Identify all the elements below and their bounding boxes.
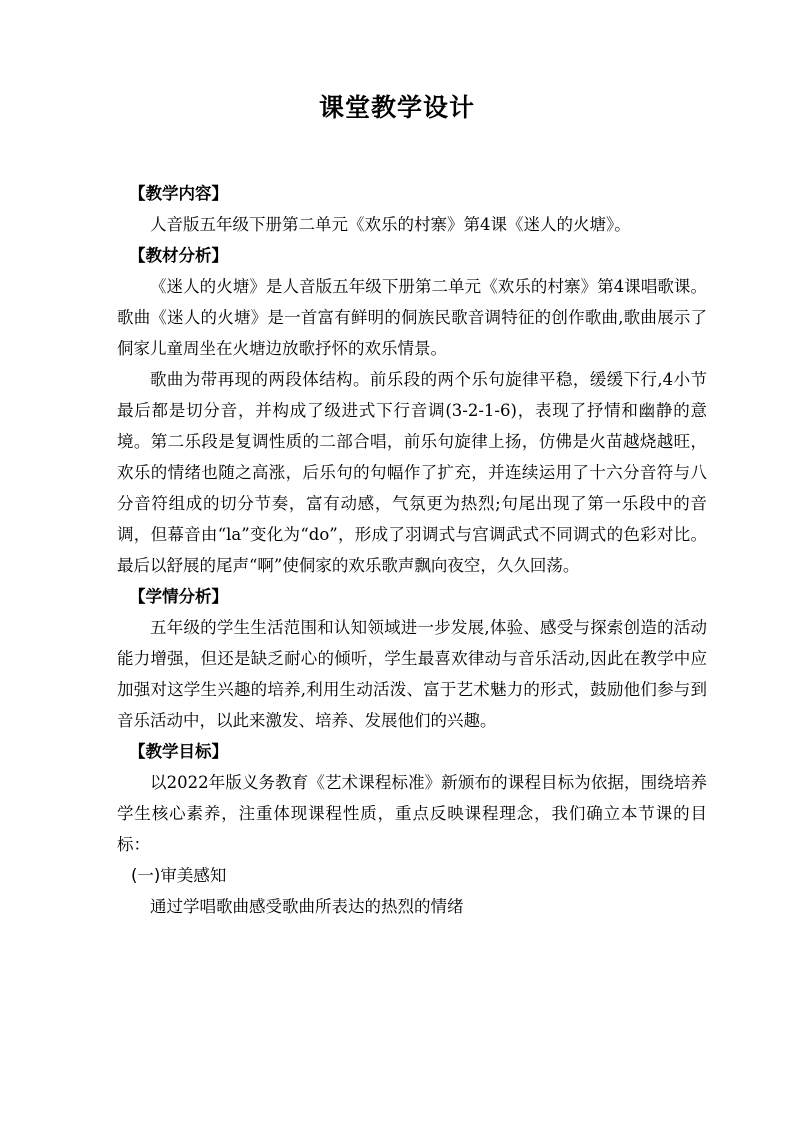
document-body [117,178,707,922]
goal-subheading-aesthetic: (一)审美感知 [131,866,227,885]
section-heading-content: 【教学内容】 [129,184,228,203]
section-heading-goals: 【教学目标】 [129,742,228,761]
page-title: 课堂教学设计 [318,93,475,122]
goal-aesthetic-text: 通过学唱歌曲感受歌曲所表达的热烈的情绪 [150,897,464,916]
material-paragraph-1: 《迷人的火塘》是人音版五年级下册第二单元《欢乐的村寨》第4课唱歌课。歌曲《迷人的火塘》是一首富有鲜明的侗族民歌音调特征的创作歌曲,歌曲展示了侗家儿童周坐在火塘边放歌抒怀的欢乐情景。 [117,277,707,358]
content-paragraph: 人音版五年级下册第二单元《欢乐的村寨》第4课《迷人的火塘》。 [150,215,631,234]
students-paragraph: 五年级的学生生活范围和认知领域进一步发展,体验、感受与探索创造的活动能力增强，但还是缺乏耐心的倾听，学生最喜欢律动与音乐活动,因此在教学中应加强对这学生兴趣的培养,利用生动活泼、富于艺术魅力的形式，鼓励他们参与到音乐活动中，以此来激发、培养、发展他们的兴趣。 [117,618,707,730]
section-heading-material: 【教材分析】 [129,246,228,265]
section-heading-students: 【学情分析】 [129,587,228,606]
material-paragraph-2: 歌曲为带再现的两段体结构。前乐段的两个乐句旋律平稳，缓缓下行,4小节最后都是切分音，并构成了级进式下行音调(3-2-1-6)，表现了抒情和幽静的意境。第二乐段是复调性质的二部合唱，前乐句旋律上扬，仿佛是火苗越烧越旺，欢乐的情绪也随之高涨，后乐句的句幅作了扩充，并连续运用了十六分音符与八分音符组成的切分节奏，富有动感，气氛更为热烈;句尾出现了第一乐段中的音调，但幕音由“la”变化为“do”，形成了羽调式与宫调武式不同调式的色彩对比。最后以舒展的尾声“啊”使侗家的欢乐歌声飘向夜空，久久回荡。 [117,370,707,575]
goals-paragraph: 以2022年版义务教育《艺术课程标准》新颁布的课程目标为依据，围绕培养学生核心素养，注重体现课程性质，重点反映课程理念，我们确立本节课的目标： [117,773,707,854]
